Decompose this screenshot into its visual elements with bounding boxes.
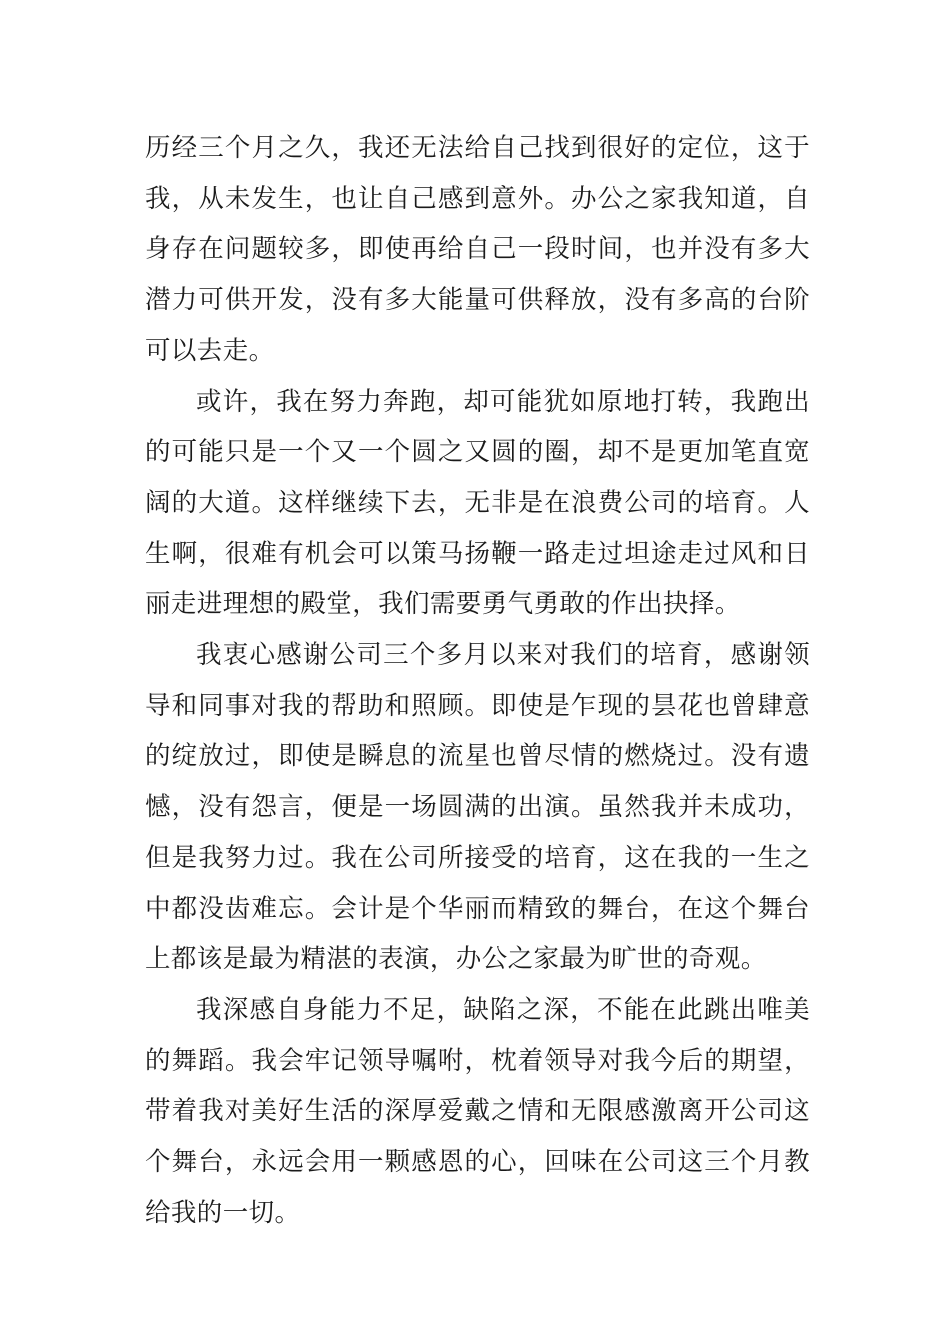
document-body (145, 123, 810, 1238)
paragraph-continued: 历经三个月之久，我还无法给自己找到很好的定位，这于我，从未发生，也让自己感到意外。办公之家我知道，自身存在问题较多，即使再给自己一段时间，也并没有多大潜力可供开发，没有多大能量可供释放，没有多高的台阶可以去走。 (145, 133, 810, 366)
paragraph: 我深感自身能力不足，缺陷之深，不能在此跳出唯美的舞蹈。我会牢记领导嘱咐，枕着领导对我今后的期望，带着我对美好生活的深厚爱戴之情和无限感激离开公司这个舞台，永远会用一颗感恩的心，回味在公司这三个月教给我的一切。 (145, 994, 810, 1228)
paragraph: 我衷心感谢公司三个多月以来对我们的培育，感谢领导和同事对我的帮助和照顾。即使是乍现的昙花也曾肆意的绽放过，即使是瞬息的流星也曾尽情的燃烧过。没有遗憾，没有怨言，便是一场圆满的出演。虽然我并未成功，但是我努力过。我在公司所接受的培育，这在我的一生之中都没齿难忘。会计是个华丽而精致的舞台，在这个舞台上都该是最为精湛的表演，办公之家最为旷世的奇观。 (145, 640, 810, 975)
paragraph: 或许，我在努力奔跑，却可能犹如原地打转，我跑出的可能只是一个又一个圆之又圆的圈，却不是更加笔直宽阔的大道。这样继续下去，无非是在浪费公司的培育。人生啊，很难有机会可以策马扬鞭一路走过坦途走过风和日丽走进理想的殿堂，我们需要勇气勇敢的作出抉择。 (145, 386, 810, 620)
